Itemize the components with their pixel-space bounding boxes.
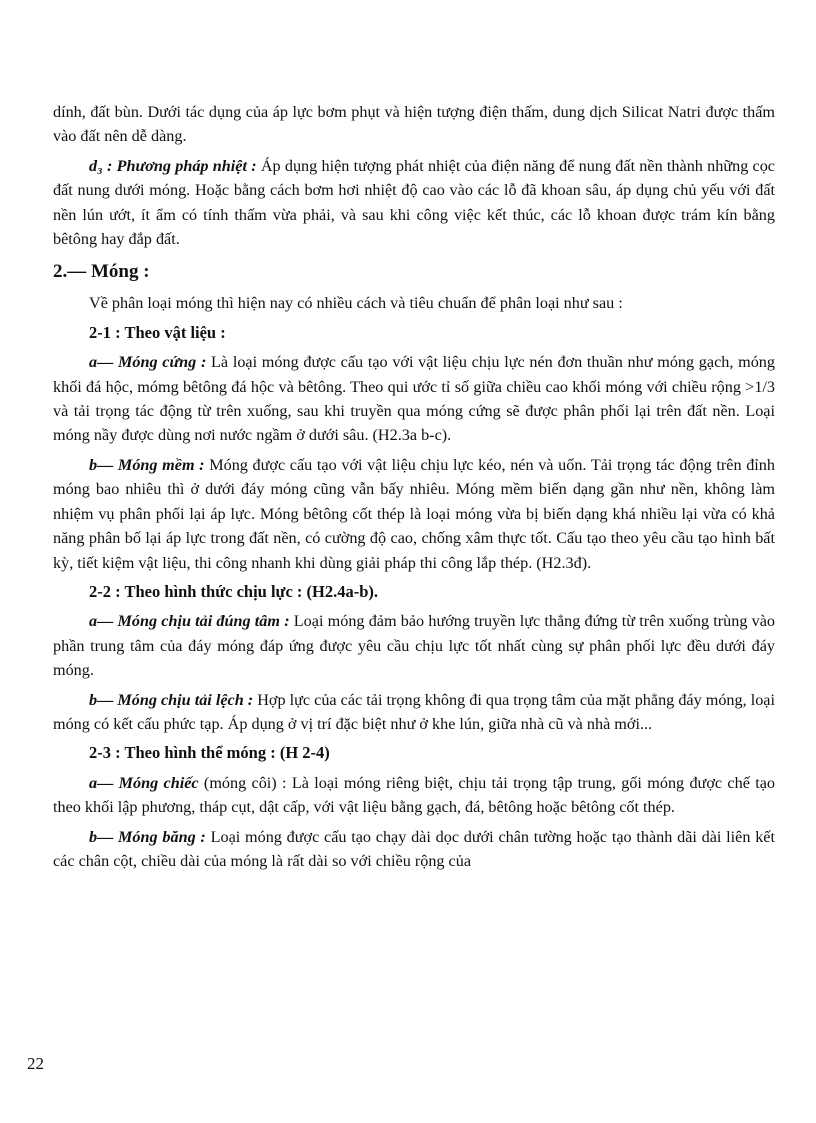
text-flexible-foundation: Móng được cấu tạo với vật liệu chịu lực kéo, nén và uốn. Tải trọng tác động trên đỉnh móng bao nhiêu thì ở dưới đáy móng cũng vẫn bấy nhiêu. Móng mềm biến dạng gần như nền, không làm nhiệm vụ phân phối lại áp lực. Móng bêtông cốt thép là loại móng vừa bị biến dạng khá nhiều lại vừa có khả năng phân bố lại áp lực trong đất nền, có cường độ cao, chống xâm thực tốt. Cấu tạo theo yêu cầu tạo hình bất kỳ, tiết kiệm vật liệu, thi công nhanh khi dùng giải pháp thi công lắp thép. (H2.3đ). (53, 455, 775, 572)
text-strip-footing: Loại móng được cấu tạo chạy dài dọc dưới chân tường hoặc tạo thành dãi dài liên kết các chân cột, chiều dài của móng là rất dài so với chiều rộng của (53, 827, 775, 870)
lead-eccentric-load: b— Móng chịu tải lệch : (89, 690, 254, 709)
page-number: 22 (27, 1054, 44, 1073)
paragraph-centric-load (53, 609, 775, 682)
lead-centric-load: a— Móng chịu tải đúng tâm : (89, 612, 290, 631)
heading-by-load-form: 2-2 : Theo hình thức chịu lực : (H2.4a-b). (89, 581, 379, 601)
text-centric-load: Loại móng đảm bảo hướng truyền lực thẳng đứng từ trên xuống trùng vào phần trung tâm của đáy móng đáp ứng được yêu cầu chịu lực tốt nhất cùng sự phân phối lực đều dưới đáy móng. (53, 612, 775, 680)
lead-strip-footing: b— Móng băng : (89, 827, 206, 846)
text-rigid-foundation: Là loại móng được cấu tạo với vật liệu chịu lực nén đơn thuần như móng gạch, móng khối đá hộc, mómg bêtông đá hộc và bêtông. Theo qui ước tỉ số giữa chiều cao khối móng với chiều rộng >1/3 và tải trọng tác động từ trên xuống, sau khi truyền qua móng cứng sẽ được phân phối lại trên đất nền. Loại móng nầy được dùng nơi nước ngầm ở dưới sâu. (H2.3a b-c). (53, 353, 775, 445)
paragraph-silicat: dính, đất bùn. Dưới tác dụng của áp lực bơm phụt và hiện tượng điện thấm, dung dịch Silicat Natri được thấm vào đất nên dễ dàng. (53, 103, 775, 146)
paragraph-thermal-method (53, 154, 775, 252)
paragraph-isolated-footing (53, 771, 775, 820)
text-thermal-method: Áp dụng hiện tượng phát nhiệt của điện năng để nung đất nền thành những cọc đất nung dưới móng. Hoặc bằng cách bơm hơi nhiệt độ cao vào các lỗ đã khoan sâu, áp dụng chủ yếu với đất nền lún ướt, ít ẩm có tính thấm vừa phải, và sau khi công việc kết thúc, các lỗ khoan được trám kín bằng bêtông hay đắp đất. (53, 156, 775, 249)
page-content (53, 100, 775, 873)
lead-thermal-method: d₃ : Phương pháp nhiệt : (89, 156, 257, 175)
paragraph-flexible-foundation (53, 453, 775, 575)
heading-mong: 2.— Móng : (53, 261, 150, 283)
lead-isolated-footing: a— Móng chiếc (89, 773, 199, 792)
paragraph-rigid-foundation (53, 350, 775, 448)
heading-by-shape: 2-3 : Theo hình thể móng : (H 2-4) (89, 743, 330, 763)
paragraph-classification: Về phân loại móng thì hiện nay có nhiều cách và tiêu chuẩn để phân loại như sau : (89, 294, 623, 313)
heading-by-material: 2-1 : Theo vật liệu : (89, 322, 226, 342)
lead-flexible-foundation: b— Móng mềm : (89, 455, 205, 474)
lead-rigid-foundation: a— Móng cứng : (89, 353, 207, 372)
text-eccentric-load: Hợp lực của các tải trọng không đi qua trọng tâm của mặt phẳng đáy móng, loại móng có kết cấu phức tạp. Áp dụng ở vị trí đặc biệt như ở khe lún, giữa nhà cũ và nhà mới... (53, 690, 775, 733)
paragraph-eccentric-load (53, 688, 775, 737)
text-isolated-footing: (móng côi) : Là loại móng riêng biệt, chịu tải trọng tập trung, gối móng được chế tạo theo khối lập phương, tháp cụt, dật cấp, với vật liệu bằng gạch, đá, bêtông hoặc bêtông cốt thép. (53, 773, 775, 817)
paragraph-strip-footing (53, 825, 775, 874)
